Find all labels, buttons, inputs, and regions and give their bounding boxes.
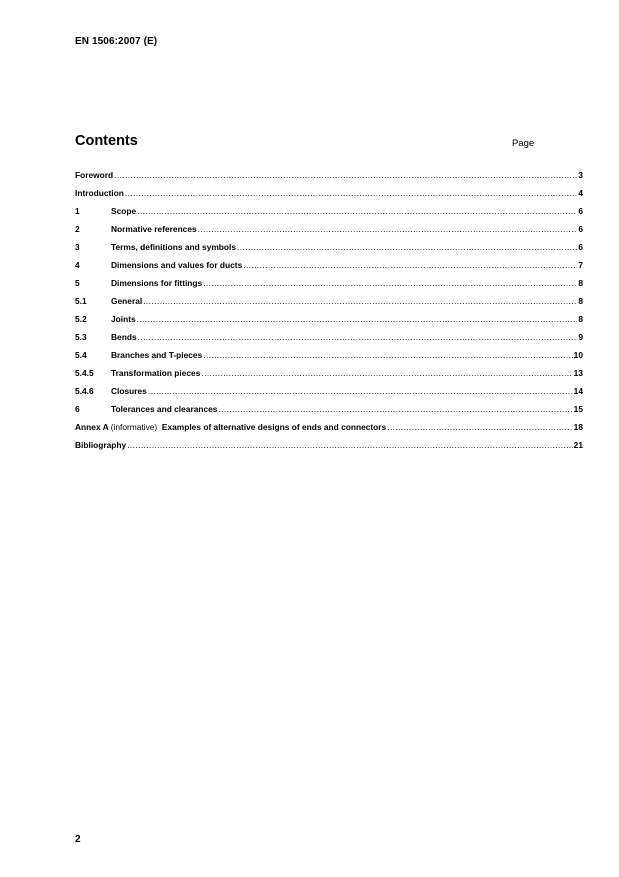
toc-entry-page: 18: [573, 422, 583, 432]
toc-entry-introduction[interactable]: [75, 188, 583, 206]
toc-entry-title: Normative references: [111, 224, 197, 234]
toc-entry-number: 5.4.5: [75, 368, 94, 378]
dot-leader: [203, 350, 572, 360]
toc-entry-title: Terms, definitions and symbols: [111, 242, 237, 252]
toc-entry-page: 10: [573, 350, 583, 360]
dot-leader: [137, 314, 578, 324]
toc-entry-title: Dimensions for fittings: [111, 278, 203, 288]
toc-entry-title: Introduction: [75, 188, 124, 198]
dot-leader: [125, 188, 577, 198]
annex-qualifier: (informative): [110, 422, 158, 432]
toc-entry-page: 15: [573, 404, 583, 414]
document-id-header: EN 1506:2007 (E): [75, 36, 158, 47]
toc-entry-tolerances-clearances[interactable]: [75, 404, 583, 422]
annex-prefix: Annex A: [75, 422, 109, 432]
dot-leader: [218, 404, 572, 414]
toc-entry-title: Closures: [111, 386, 147, 396]
toc-entry-page: 6: [578, 242, 583, 252]
dot-leader: [137, 206, 577, 216]
dot-leader: [143, 296, 577, 306]
toc-entry-branches-t-pieces[interactable]: [75, 350, 583, 368]
toc-entry-page: 8: [578, 278, 583, 288]
contents-title: Contents: [75, 133, 138, 149]
toc-entry-number: 5.1: [75, 296, 87, 306]
toc-entry-number: 5.2: [75, 314, 87, 324]
toc-entry-page: 21: [573, 440, 583, 450]
toc-entry-bibliography[interactable]: [75, 440, 583, 458]
page-number: 2: [75, 834, 81, 845]
toc-entry-title: Tolerances and clearances: [111, 404, 218, 414]
toc-entry-page: 6: [578, 224, 583, 234]
toc-entry-number: 3: [75, 242, 80, 252]
toc-entry-title: Joints: [111, 314, 136, 324]
toc-entry-title: [75, 422, 386, 432]
toc-entry-title: General: [111, 296, 143, 306]
toc-entry-joints[interactable]: [75, 314, 583, 332]
toc-entry-transformation-pieces[interactable]: [75, 368, 583, 386]
toc-entry-page: 8: [578, 314, 583, 324]
toc-entry-title: Bends: [111, 332, 137, 342]
toc-entry-number: 5: [75, 278, 80, 288]
toc-entry-title: Foreword: [75, 170, 114, 180]
toc-entry-terms-definitions[interactable]: [75, 242, 583, 260]
toc-entry-closures[interactable]: [75, 386, 583, 404]
dot-leader: [127, 440, 572, 450]
toc-entry-foreword[interactable]: [75, 170, 583, 188]
toc-entry-dimensions-fittings[interactable]: [75, 278, 583, 296]
toc-entry-annex-a[interactable]: [75, 422, 583, 440]
toc-entry-general[interactable]: [75, 296, 583, 314]
toc-entry-number: 5.4.6: [75, 386, 94, 396]
toc-entry-page: 6: [578, 206, 583, 216]
toc-entry-title: Transformation pieces: [111, 368, 201, 378]
toc-entry-page: 13: [573, 368, 583, 378]
dot-leader: [201, 368, 572, 378]
toc-entry-dimensions-ducts[interactable]: [75, 260, 583, 278]
dot-leader: [243, 260, 577, 270]
page-column-label: Page: [512, 138, 535, 149]
dot-leader: [138, 332, 578, 342]
toc-entry-number: 2: [75, 224, 80, 234]
dot-leader: [387, 422, 572, 432]
toc-entry-title: Dimensions and values for ducts: [111, 260, 243, 270]
toc-entry-title: Scope: [111, 206, 137, 216]
dot-leader: [237, 242, 577, 252]
toc-entry-bends[interactable]: [75, 332, 583, 350]
table-of-contents: [75, 170, 583, 458]
toc-entry-page: 9: [578, 332, 583, 342]
toc-entry-page: 4: [578, 188, 583, 198]
toc-entry-number: 5.4: [75, 350, 87, 360]
toc-entry-number: 4: [75, 260, 80, 270]
toc-entry-scope[interactable]: [75, 206, 583, 224]
toc-entry-page: 8: [578, 296, 583, 306]
dot-leader: [203, 278, 577, 288]
toc-entry-page: 3: [578, 170, 583, 180]
toc-entry-number: 5.3: [75, 332, 87, 342]
dot-leader: [114, 170, 577, 180]
toc-entry-number: 1: [75, 206, 80, 216]
toc-entry-number: 6: [75, 404, 80, 414]
toc-entry-normative-references[interactable]: [75, 224, 583, 242]
annex-title: Examples of alternative designs of ends and connectors: [161, 422, 387, 432]
dot-leader: [148, 386, 573, 396]
toc-entry-title: Branches and T-pieces: [111, 350, 203, 360]
dot-leader: [198, 224, 578, 234]
toc-entry-page: 14: [573, 386, 583, 396]
toc-entry-title: Bibliography: [75, 440, 127, 450]
toc-entry-page: 7: [578, 260, 583, 270]
